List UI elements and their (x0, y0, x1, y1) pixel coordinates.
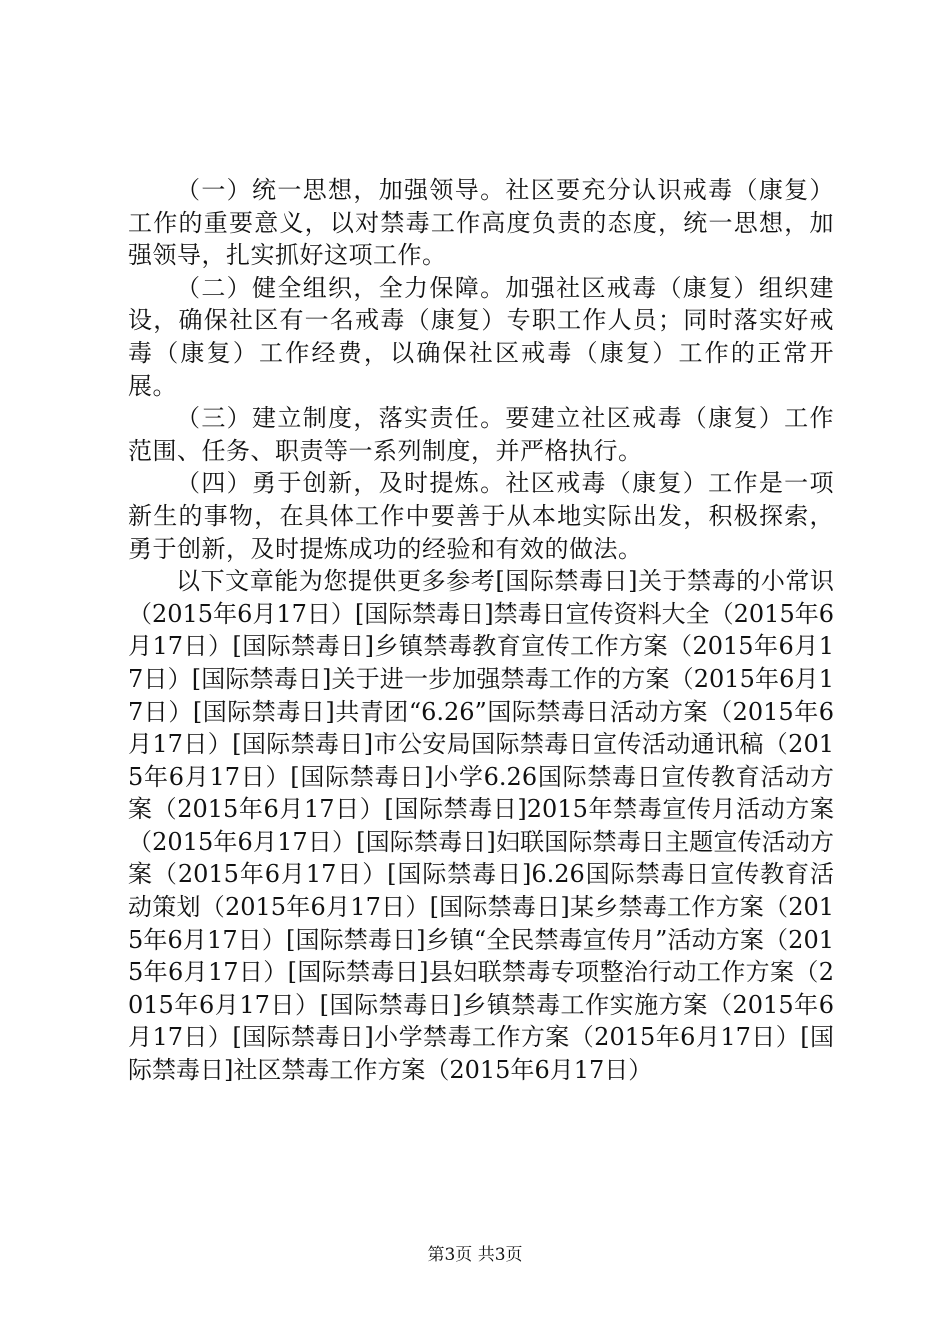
paragraph-organization: （二）健全组织，全力保障。加强社区戒毒（康复）组织建设，确保社区有一名戒毒（康复）专职工作人员；同时落实好戒毒（康复）工作经费，以确保社区戒毒（康复）工作的正常开展。 (128, 273, 834, 400)
paragraph-system: （三）建立制度，落实责任。要建立社区戒毒（康复）工作范围、任务、职责等一系列制度，并严格执行。 (128, 404, 834, 465)
paragraph-related-articles: 以下文章能为您提供更多参考[国际禁毒日]关于禁毒的小常识（2015年6月17日）[国际禁毒日]禁毒日宣传资料大全（2015年6月17日）[国际禁毒日]乡镇禁毒教育宣传工作方案（2015年6月17日）[国际禁毒日]关于进一步加强禁毒工作的方案（2015年6月17日）[国际禁毒日]共青团“6.26”国际禁毒日活动方案（2015年6月17日）[国际禁毒日]市公安局国际禁毒日宣传活动通讯稿（2015年6月17日）[国际禁毒日]小学6.26国际禁毒日宣传教育活动方案（2015年6月17日）[国际禁毒日]2015年禁毒宣传月活动方案（2015年6月17日）[国际禁毒日]妇联国际禁毒日主题宣传活动方案（2015年6月17日）[国际禁毒日]6.26国际禁毒日宣传教育活动策划（2015年6月17日）[国际禁毒日]某乡禁毒工作方案（2015年6月17日）[国际禁毒日]乡镇“全民禁毒宣传月”活动方案（2015年6月17日）[国际禁毒日]县妇联禁毒专项整治行动工作方案（2015年6月17日）[国际禁毒日]乡镇禁毒工作实施方案（2015年6月17日）[国际禁毒日]小学禁毒工作方案（2015年6月17日）[国际禁毒日]社区禁毒工作方案（2015年6月17日） (128, 567, 834, 1085)
paragraph-innovation: （四）勇于创新，及时提炼。社区戒毒（康复）工作是一项新生的事物，在具体工作中要善于从本地实际出发，积极探索，勇于创新，及时提炼成功的经验和有效的做法。 (128, 469, 834, 563)
document-body (128, 174, 834, 1087)
paragraph-unify-thinking: （一）统一思想，加强领导。社区要充分认识戒毒（康复）工作的重要意义，以对禁毒工作高度负责的态度，统一思想，加强领导，扎实抓好这项工作。 (128, 176, 834, 270)
page-number-footer: 第3页 共3页 (427, 1245, 523, 1265)
